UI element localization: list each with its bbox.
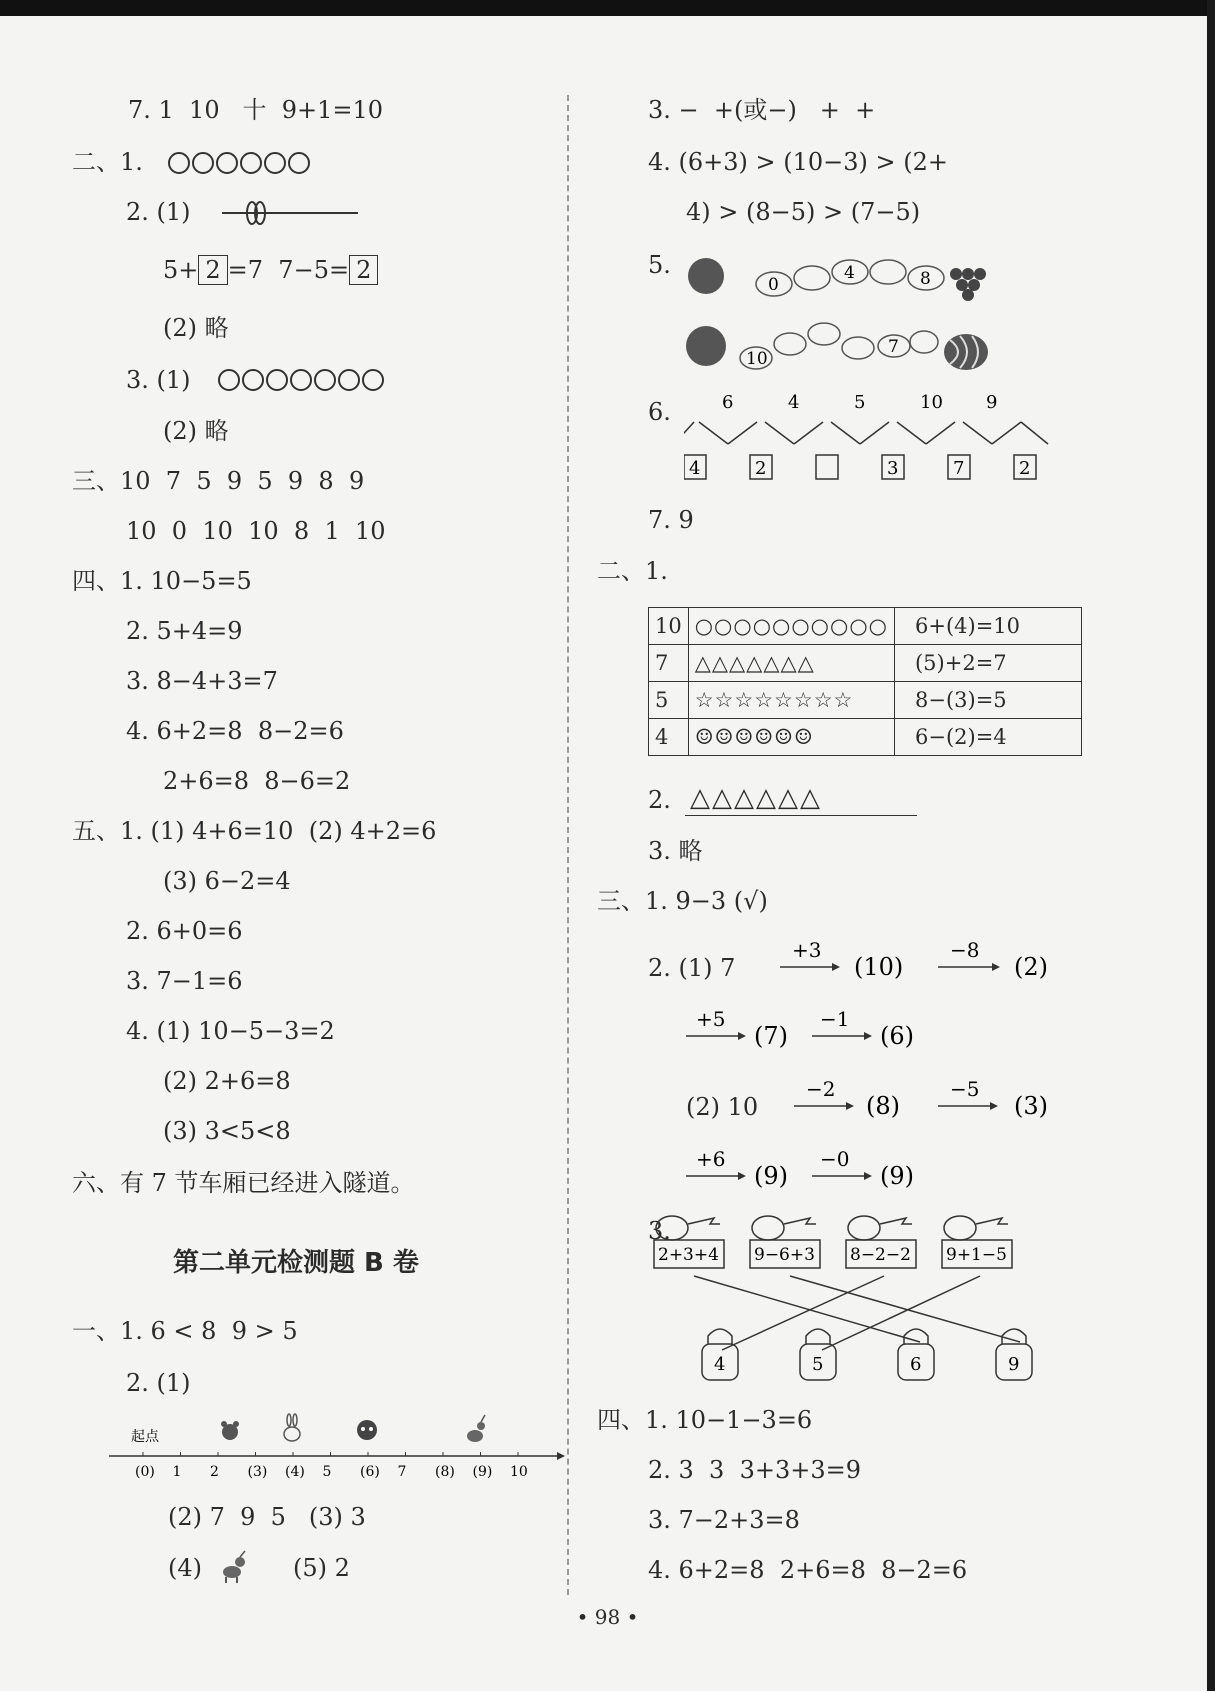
tick-label: (4) [285, 1464, 305, 1480]
answer-line: (3) 3<5<8 [163, 1117, 291, 1145]
triangle-row: △△△△△△ [690, 783, 822, 813]
arrow-op: −2 [806, 1077, 836, 1101]
answer-label: 6. [648, 398, 671, 426]
split-line [860, 422, 889, 444]
arrow-chain [684, 1004, 984, 1054]
shapes-cell: △△△△△△△ [688, 645, 894, 682]
answer-label: 3. [648, 1217, 671, 1245]
animal-icon [357, 1420, 377, 1440]
arrow-op: +3 [792, 938, 822, 962]
answer-line: 一、1. 6 < 8 9 > 5 [72, 1317, 298, 1345]
arrow-op: −0 [820, 1147, 850, 1171]
deer-icon [218, 1550, 250, 1584]
answer-label: 2. (1) [126, 1369, 191, 1397]
scan-top-edge [0, 0, 1215, 16]
lock-number: 5 [812, 1354, 824, 1375]
split-line [1021, 422, 1048, 444]
answer-line: 4. 6+2=8 2+6=8 8−2=6 [648, 1556, 968, 1584]
split-line [794, 422, 823, 444]
tick-label: 10 [510, 1464, 528, 1480]
answer-line: 3. 7−1=6 [126, 967, 243, 995]
chain-value: (3) [1014, 1092, 1048, 1120]
equation-cell: 8−(3)=5 [894, 682, 1081, 719]
equation-part: =7 7−5= [227, 256, 350, 284]
answer-line: 五、1. (1) 4+6=10 (2) 4+2=6 [72, 817, 437, 845]
lock-number: 4 [714, 1354, 726, 1375]
animal-icon [686, 326, 726, 366]
lock-icon [800, 1329, 836, 1380]
equation-cell: 6−(2)=4 [894, 719, 1081, 756]
tick-label: (8) [435, 1464, 455, 1480]
answer-line: 7. 9 [648, 506, 694, 534]
chain-path-figure [684, 248, 1004, 378]
answer-label: 二、1. [72, 148, 143, 176]
counting-table [648, 607, 1082, 756]
page-number: • 98 • [576, 1605, 639, 1629]
split-line [728, 422, 757, 444]
top-number: 9 [986, 392, 998, 413]
chain-value: (10) [854, 953, 904, 981]
answer-label: (4) [168, 1554, 202, 1582]
box-number: 4 [689, 458, 701, 479]
answer-underline [685, 815, 917, 816]
key-icon [750, 1216, 820, 1268]
answer-line: 三、10 7 5 9 5 9 8 9 [72, 467, 365, 495]
answer-label: 2. [648, 786, 671, 814]
answer-label: 2. (1) [126, 198, 191, 226]
chain-value: (7) [754, 1022, 788, 1050]
deer-icon [467, 1415, 485, 1442]
lock-number: 6 [910, 1354, 922, 1375]
chain-value: (2) [1014, 953, 1048, 981]
bead-line-figure [220, 198, 360, 228]
tick-label: (9) [472, 1464, 493, 1480]
box-number: 2 [755, 458, 767, 479]
column-divider [567, 95, 569, 1595]
key-expression: 9+1−5 [946, 1245, 1007, 1265]
top-number: 4 [788, 392, 800, 413]
answer-label: 5. [648, 251, 671, 279]
table-row [649, 719, 1082, 756]
answer-line: 3. 7−2+3=8 [648, 1506, 800, 1534]
count-cell: 10 [649, 608, 689, 645]
answer-box [816, 455, 838, 479]
split-line [926, 422, 955, 444]
arrow-op: −8 [950, 938, 980, 962]
answer-line: (2) 略 [163, 417, 229, 445]
arrow-chain [786, 1074, 1086, 1124]
answer-line: 7. 1 10 十 9+1=10 [128, 96, 384, 124]
tick-label: 2 [210, 1464, 219, 1480]
split-line [684, 422, 694, 444]
key-icon [654, 1216, 724, 1268]
answer-line: 六、有 7 节车厢已经进入隧道。 [72, 1169, 415, 1197]
answer-box: 2 [349, 255, 378, 285]
tick-label: (0) [135, 1464, 155, 1480]
number-line-start-label: 起点 [131, 1429, 159, 1445]
split-line [992, 422, 1021, 444]
tick-label: (3) [247, 1464, 268, 1480]
equation-line [163, 255, 378, 285]
unit-title: 第二单元检测题 B 卷 [173, 1248, 419, 1278]
split-line [963, 422, 992, 444]
shapes-cell: ○○○○○○○○○○ [688, 608, 894, 645]
arrow-op: −5 [950, 1077, 980, 1101]
scan-right-edge [1207, 0, 1215, 1691]
chain-value: (6) [880, 1022, 914, 1050]
answer-line: (2) 7 9 5 (3) 3 [168, 1503, 366, 1531]
top-number: 10 [920, 392, 943, 413]
answer-line: 四、1. 10−1−3=6 [597, 1406, 813, 1434]
grapes-icon [950, 268, 986, 301]
number-line-figure [105, 1410, 565, 1480]
chain-value: (9) [754, 1162, 788, 1190]
animal-icon [221, 1421, 239, 1440]
answer-line: 3. − +(或−) + + [648, 96, 876, 124]
chain-number: 10 [746, 349, 768, 369]
answer-line: 10 0 10 10 8 1 10 [126, 517, 386, 545]
count-cell: 7 [649, 645, 689, 682]
answer-line: (5) 2 [293, 1554, 350, 1582]
arrow-op: +6 [696, 1147, 726, 1171]
arrow-op: −1 [820, 1007, 850, 1031]
key-expression: 9−6+3 [754, 1245, 815, 1265]
tick-label: 1 [172, 1464, 182, 1480]
lock-icon [702, 1329, 738, 1380]
table-row [649, 682, 1082, 719]
equation-part: 5+ [163, 256, 199, 284]
equation-cell: (5)+2=7 [894, 645, 1081, 682]
arrow-chain [770, 935, 1070, 985]
top-number: 5 [854, 392, 866, 413]
circle-row-7 [218, 369, 384, 391]
chain-number: 0 [768, 275, 779, 295]
circle-row-6 [168, 152, 310, 174]
chain-number: 7 [888, 337, 899, 357]
answer-line: 3. 8−4+3=7 [126, 667, 278, 695]
split-line [765, 422, 794, 444]
number-split-figure [684, 390, 1084, 490]
tick-label: 7 [397, 1464, 407, 1480]
key-lock-matching-figure [650, 1210, 1070, 1385]
answer-line: 四、1. 10−5=5 [72, 567, 252, 595]
answer-line: (2) 2+6=8 [163, 1067, 291, 1095]
answer-line: 2. 6+0=6 [126, 917, 243, 945]
answer-line: (3) 6−2=4 [163, 867, 291, 895]
answer-line: 3. 略 [648, 837, 703, 865]
top-number: 6 [722, 392, 734, 413]
split-line [699, 422, 728, 444]
answer-line: 4) > (8−5) > (7−5) [686, 198, 921, 226]
answer-label: 二、1. [597, 557, 668, 585]
answer-line: 2. 5+4=9 [126, 617, 243, 645]
split-line [897, 422, 926, 444]
answer-line: 2+6=8 8−6=2 [163, 767, 351, 795]
chain-value: (9) [880, 1162, 914, 1190]
answer-box: 2 [198, 255, 227, 285]
key-icon [846, 1216, 916, 1268]
box-number: 2 [1019, 458, 1031, 479]
answer-label: 3. (1) [126, 366, 191, 394]
shapes-cell: ☆☆☆☆☆☆☆☆ [688, 682, 894, 719]
monkey-icon [688, 258, 724, 294]
answer-line: 4. (6+3) > (10−3) > (2+ [648, 148, 949, 176]
answer-line: 4. 6+2=8 8−2=6 [126, 717, 344, 745]
key-expression: 8−2−2 [850, 1245, 911, 1265]
answer-line: 三、1. 9−3 (√) [597, 887, 768, 915]
count-cell: 4 [649, 719, 689, 756]
answer-line: 4. (1) 10−5−3=2 [126, 1017, 335, 1045]
arrow-chain [684, 1144, 984, 1194]
tick-label: 5 [322, 1464, 332, 1480]
tick-label: (6) [360, 1464, 380, 1480]
chain-number: 4 [844, 263, 855, 283]
lock-number: 9 [1008, 1354, 1020, 1375]
answer-line: (2) 略 [163, 314, 229, 342]
key-expression: 2+3+4 [658, 1245, 719, 1265]
table-row [649, 608, 1082, 645]
split-line [831, 422, 860, 444]
answer-line: 2. 3 3 3+3+3=9 [648, 1456, 861, 1484]
answer-line: 2. (1) 7 [648, 954, 736, 982]
box-number: 3 [887, 458, 899, 479]
equation-cell: 6+(4)=10 [894, 608, 1081, 645]
key-icon [942, 1216, 1012, 1268]
chain-value: (8) [866, 1092, 900, 1120]
answer-line: (2) 10 [686, 1093, 759, 1121]
count-cell: 5 [649, 682, 689, 719]
arrow-op: +5 [696, 1007, 726, 1031]
shapes-cell: ☺☺☺☺☺☺ [688, 719, 894, 756]
table-row [649, 645, 1082, 682]
box-number: 7 [953, 458, 965, 479]
chain-number: 8 [920, 269, 931, 289]
watermelon-icon [944, 334, 988, 370]
rabbit-icon [284, 1414, 300, 1441]
